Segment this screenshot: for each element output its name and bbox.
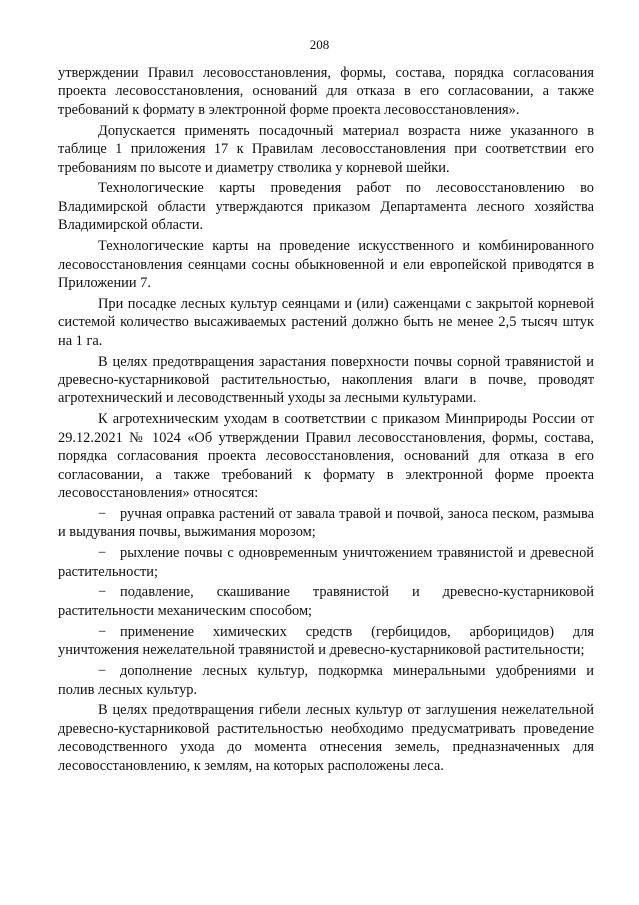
- list-item-text: дополнение лесных культур, подкормка минеральными удобрениями и полив лесных культур.: [58, 663, 594, 698]
- dash-marker: −: [98, 584, 107, 601]
- list-item-text: применение химических средств (гербицидов, арборицидов) для уничтожения нежелательной травянистой и древесно-кустарниковой растительности;: [58, 623, 594, 659]
- dash-marker: −: [98, 623, 107, 640]
- paragraph-silvicultural-care: В целях предотвращения гибели лесных культур от заглушения нежелательной древесно-кустарниковой растительностью необходимо предусматривать проведение лесоводственного ухода до момента отнесения земель, предназначенных для лесовосстановлению, к землям, на которых расположены леса.: [58, 702, 594, 774]
- list-item: [58, 623, 594, 660]
- list-item: [58, 505, 594, 542]
- paragraph-care-purpose: В целях предотвращения зарастания поверхности почвы сорной травянистой и древесно-кустарниковой растительностью, накопления влаги в почве, проводят агротехнический и лесоводственный уходы за лесными культурами.: [58, 353, 594, 407]
- paragraph-technological-maps-appendix: Технологические карты на проведение искусственного и комбинированного лесовосстановления сеянцами сосны обыкновенной и ели европейской приводятся в Приложении 7.: [58, 238, 594, 291]
- dash-marker: −: [98, 545, 107, 562]
- paragraph-continuation: утверждении Правил лесовосстановления, формы, состава, порядка согласования проекта лесовосстановления, оснований для отказа в его согласовании, а также требований к формату в электронной форме проекта лесовосстановления».: [58, 65, 594, 118]
- dash-marker: −: [98, 505, 107, 522]
- paragraph-technological-maps: Технологические карты проведения работ по лесовосстановлению во Владимирской области утверждаются приказом Департамента лесного хозяйства Владимирской области.: [58, 180, 594, 234]
- list-item: [58, 544, 594, 581]
- list-item-text: ручная оправка растений от завала травой и почвой, заноса песком, размыва и выдувания почвы, выжимания морозом;: [58, 505, 594, 541]
- paragraph-agrotechnical-care: К агротехническим уходам в соответствии с приказом Минприроды России от 29.12.2021 № 1024 «Об утверждении Правил лесовосстановления, формы, состава, порядка согласования проекта лесовосстановления, оснований для отказа в его согласовании, а также требований к формату в электронной форме проекта лесовосстановления» относятся:: [58, 411, 594, 501]
- list-item-text: подавление, скашивание травянистой и древесно-кустарниковой растительности механическим способом;: [58, 584, 594, 619]
- paragraph-planting-material: Допускается применять посадочный материал возраста ниже указанного в таблице 1 приложения 17 к Правилам лесовосстановления при соответствии его требованиям по высоте и диаметру стволика у корневой шейки.: [58, 122, 594, 176]
- list-item: [58, 662, 594, 699]
- dash-marker: −: [98, 663, 107, 680]
- page-body: [58, 64, 594, 778]
- page-number: 208: [309, 37, 330, 52]
- list-item-text: рыхление почвы с одновременным уничтожением травянистой и древесной растительности;: [58, 545, 594, 580]
- list-item: [58, 583, 594, 620]
- paragraph-closed-root-planting: При посадке лесных культур сеянцами и (или) саженцами с закрытой корневой системой количество высаживаемых растений должно быть не менее 2,5 тысяч штук на 1 га.: [58, 295, 594, 349]
